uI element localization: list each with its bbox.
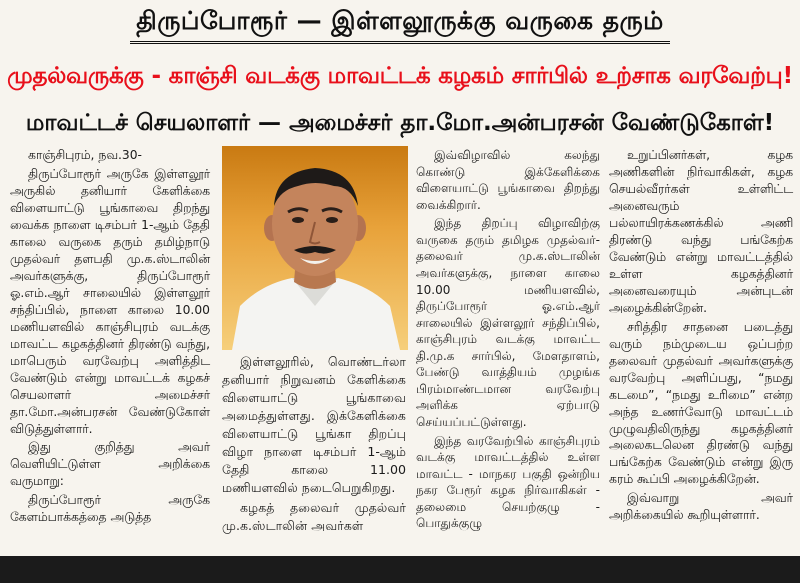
paragraph: இது குறித்து அவர் வெளியிட்டுள்ள அறிக்கை வருமாறு: (10, 440, 210, 489)
paragraph: கழகத் தலைவர் முதல்வர் மு.க.ஸ்டாலின் அவர்கள் (222, 500, 406, 533)
portrait-photo-icon (222, 146, 408, 350)
article-column-1 (10, 147, 210, 528)
paragraph: இந்த வரவேற்பில் காஞ்சிபுரம் வடக்கு மாவட்டத்தில் உள்ள மாவட்ட - மாநகர பகுதி ஒன்றிய நகர பேரூர் கழக நிர்வாகிகள் - தலைமை செயற்குழு - பொதுக்குழு (416, 433, 600, 531)
headline: முதல்வருக்கு - காஞ்சி வடக்கு மாவட்டக் கழகம் சார்பில் உற்சாக வரவேற்பு! (7, 62, 793, 89)
kicker-text: திருப்போரூர் — இள்ளலூருக்கு வருகை தரும் (130, 6, 670, 44)
paragraph: இவ்வாறு அவர் அறிக்கையில் கூறியுள்ளார். (609, 491, 793, 523)
paragraph: சரித்திர சாதனை படைத்து வரும் நம்முடைய ஒப்பற்ற தலைவர் முதல்வர் அவர்களுக்கு வரவேற்பு அளிப்பது, “நமது கடமை”, “நமது உரிமை” என்ற அந்த உணர்வோடு மாவட்டம் முழுவதிலிருந்து கழகத்தினர் அலைகடலென திரண்டு வந்து பங்கேற்க வேண்டும் என்று இரு கரம் கூப்பி அழைக்கிறேன். (609, 319, 793, 487)
paragraph: இள்ளலூரில், வொண்டர்லா தனியார் நிறுவனம் கேளிக்கை விளையாட்டு பூங்காவை அமைத்துள்ளது. இக்கேளிக்கை விளையாட்டு பூங்கா திறப்பு விழா நாளை டிசம்பர் 1-ஆம் தேதி காலை 11.00 மணியளவில் நடைபெறுகிறது. (222, 354, 406, 495)
kicker-title (0, 0, 800, 50)
subheadline: மாவட்டச் செயலாளர் — அமைச்சர் தா.மோ.அன்பரசன் வேண்டுகோள்! (25, 109, 775, 136)
article-column-3 (416, 147, 600, 534)
article-column-4 (609, 147, 793, 526)
paragraph: இவ்விழாவில் கலந்து கொண்டு இக்கேளிக்கை விளையாட்டு பூங்காவை திறந்து வைக்கிறார். (416, 148, 600, 212)
footer-bar (0, 556, 800, 583)
article-column-2 (222, 353, 406, 537)
paragraph: இந்த திறப்பு விழாவிற்கு வருகை தரும் தமிழக முதல்வர்- தலைவர் மு.க.ஸ்டாலின் அவர்களுக்கு, நாளை காலை 10.00 மணியளவில், திருப்போரூர் ஓ.எம்.ஆர் சாலையில் இள்ளலூர் சந்திப்பில், காஞ்சிபுரம் வடக்கு மாவட்ட தி.மு.க சார்பில், மேளதாளம், பேண்டு வாத்தியம் முழங்க பிரம்மாண்டமான வரவேற்பு அளிக்க ஏற்பாடு செய்யப்பட்டுள்ளது. (416, 216, 600, 429)
paragraph: திருப்போரூர் அருகே இள்ளலூர் அருகில் தனியார் கேளிக்கை விளையாட்டு பூங்காவை திறந்து வைக்க நாளை டிசம்பர் 1-ஆம் தேதி காலை வருகை தரும் தமிழ்நாடு முதல்வர் தளபதி மு.க.ஸ்டாலின் அவர்களுக்கு, திருப்போரூர் ஓ.எம்.ஆர் சாலையில் இள்ளலூர் சந்திப்பில், நாளை காலை 10.00 மணியளவில் காஞ்சிபுரம் வடக்கு மாவட்ட கழகத்தினர் திரண்டு வந்து, மாபெரும் வரவேற்பு அளித்திட வேண்டும் என்று மாவட்டக் கழகச் செயலாளர் அமைச்சர் தா.மோ.அன்பரசன் வேண்டுகோள் விடுத்துள்ளார். (10, 166, 210, 436)
portrait-photo (222, 146, 408, 350)
paragraph: திருப்போரூர் அருகே கேளம்பாக்கத்தை அடுத்த (10, 493, 210, 525)
dateline: காஞ்சிபுரம், நவ.30- (28, 148, 142, 162)
paragraph: உறுப்பினர்கள், கழக அணிகளின் நிர்வாகிகள், கழக செயல்வீரர்கள் உள்ளிட்ட அனைவரும் பல்லாயிரக்கணக்கில் அணி திரண்டு வந்து பங்கேற்க வேண்டும் என்று மாவட்டத்தில் உள்ள கழகத்தினர் அனைவரையும் அன்புடன் அழைக்கின்றேன். (609, 148, 793, 315)
